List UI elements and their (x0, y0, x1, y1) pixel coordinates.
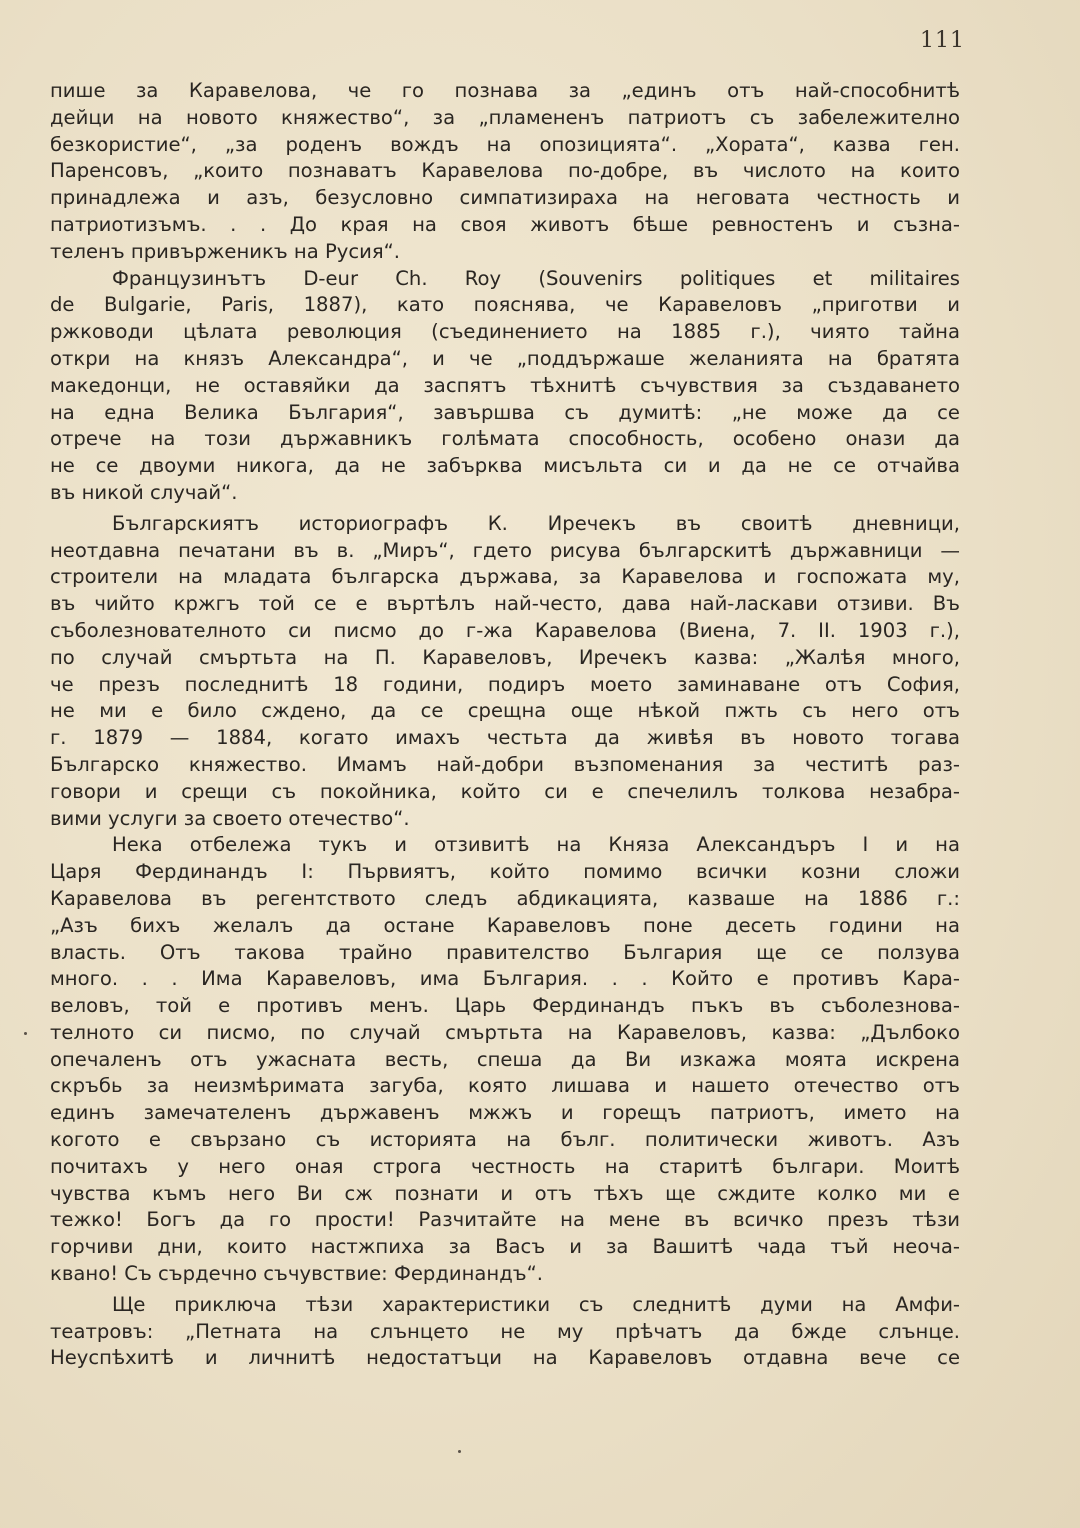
text-line: откри на князъ Александра“, и че „поддържаше желанията на братята (50, 346, 960, 370)
text-line: македонци, не оставяйки да заспятъ тѣхнитѣ съчувствия за създаването (50, 373, 960, 397)
text-line: неотдавна печатани въ в. „Миръ“, гдето рисува българскитѣ държавници — (50, 538, 960, 562)
text-line: de Bulgarie, Paris, 1887), като пояснява, че Каравеловъ „приготви и (50, 293, 960, 317)
paragraph-5 (50, 1292, 960, 1372)
text-line: скръбь за неизмѣримата загуба, която лишава и нашето отечество отъ (50, 1074, 960, 1098)
text-line: Българско княжество. Имамъ най-добри възпоменания за честитѣ раз- (50, 752, 960, 776)
text-line: Нека отбележа тукъ и отзивитѣ на Княза Александъръ I и на (112, 833, 960, 857)
ink-speck (24, 1032, 27, 1035)
body-text (50, 78, 960, 1372)
text-line: не се двоуми никога, да не забърква мисъльта си и да не се отчайва (50, 454, 960, 478)
text-line: Ще приключа тѣзи характеристики съ следнитѣ думи на Амфи- (112, 1292, 960, 1316)
text-line: опечаленъ отъ ужасната весть, спеша да Ви изкажа моята искрена (50, 1047, 960, 1071)
text-line: на една Велика България“, завършва съ думитѣ: „не може да се (50, 400, 960, 424)
text-line: тежко! Богъ да го прости! Разчитайте на мене въ всичко презъ тѣзи (50, 1208, 960, 1232)
text-line: безкористие“, „за роденъ вождъ на опозицията“. „Хората“, казва ген. (50, 132, 960, 156)
text-line: г. 1879 — 1884, когато имахъ честьта да живѣя въ новото тогава (50, 726, 960, 750)
text-line: Каравелова въ регентството следъ абдикацията, казваше на 1886 г.: (50, 886, 960, 910)
text-line: театровъ: „Петната на слънцето не му прѣчатъ да бжде слънце. (50, 1319, 960, 1343)
text-line: въ никой случай“. (50, 480, 238, 504)
text-line: много. . . Има Каравеловъ, има България. . . Който е противъ Кара- (50, 967, 960, 991)
paragraph-4 (50, 832, 960, 1288)
text-line: въ чийто кржгъ той се е въртѣлъ най-често, дава най-ласкави отзиви. Въ (50, 592, 960, 616)
text-line: ржководи цѣлата революция (съединението на 1885 г.), чиято тайна (50, 320, 960, 344)
text-line: единъ замечателенъ държавенъ мжжъ и горещъ патриотъ, името на (50, 1101, 960, 1125)
text-line: веловъ, той е противъ менъ. Царь Фердинандъ пъкъ въ съболезнова- (50, 994, 960, 1018)
text-line: почитахъ у него оная строга честность на старитѣ българи. Моитѣ (50, 1154, 960, 1178)
text-line: съболезнователното си писмо до г-жа Каравелова (Виена, 7. II. 1903 г.), (50, 618, 960, 642)
text-line: Французинътъ D-eur Ch. Roy (Souvenirs politiques et militaires (112, 266, 960, 290)
text-line: по случай смъртьта на П. Каравеловъ, Иречекъ казва: „Жалѣя много, (50, 645, 960, 669)
text-line: теленъ привърженикъ на Русия“. (50, 239, 401, 263)
paragraph-1 (50, 78, 960, 266)
text-line: пише за Каравелова, че го познава за „единъ отъ най-способнитѣ (50, 79, 960, 102)
text-line: когото е свързано съ историята на бълг. политически животъ. Азъ (50, 1128, 960, 1152)
text-line: че презъ последнитѣ 18 години, подиръ моето заминаване отъ София, (50, 672, 960, 696)
text-line: говори и срещи съ покойника, който си е спечелилъ толкова незабра- (50, 779, 960, 803)
text-line: дейци на новото княжество“, за „пламененъ патриотъ съ забележително (50, 105, 960, 129)
page-number: 111 (920, 28, 965, 53)
text-line: вими услуги за своето отечество“. (50, 806, 410, 830)
text-line: квано! Съ сърдечно съчувствие: Фердинандъ“. (50, 1262, 544, 1286)
text-line: власть. Отъ такова трайно правителство България ще се ползува (50, 940, 960, 964)
paragraph-2 (50, 266, 960, 507)
text-line: Неуспѣхитѣ и личнитѣ недостатъци на Каравеловъ отдавна вече се (50, 1346, 960, 1370)
text-line: Царя Фердинандъ I: Първиятъ, който помимо всички козни сложи (50, 860, 960, 884)
text-line: не ми е било сждено, да се срещна още нѣкой пжть съ него отъ (50, 699, 960, 723)
text-line: горчиви дни, които настжпиха за Васъ и за Вашитѣ чада тъй неоча- (50, 1235, 960, 1259)
text-line: телното си писмо, по случай смъртьта на Каравеловъ, казва: „Дълбоко (50, 1020, 960, 1044)
text-line: строители на младата българска държава, за Каравелова и госпожата му, (50, 565, 960, 589)
text-line: Паренсовъ, „които познаватъ Каравелова по-добре, въ числото на които (50, 159, 960, 183)
text-line: Българскиятъ историографъ К. Иречекъ въ своитѣ дневници, (112, 511, 960, 535)
text-line: отрече на този държавникъ голѣмата способность, особено онази да (50, 427, 960, 451)
text-line: „Азъ бихъ желалъ да остане Каравеловъ поне десеть години на (50, 913, 960, 937)
ink-speck (458, 1450, 461, 1453)
text-line: патриотизъмъ. . . До края на своя животъ бѣше ревностенъ и съзна- (50, 212, 960, 236)
paragraph-3 (50, 511, 960, 833)
text-line: чувства къмъ него Ви сж познати и отъ тѣхъ ще сждите колко ми е (50, 1181, 960, 1205)
text-line: принадлежа и азъ, безусловно симпатизираха на неговата честность и (50, 186, 960, 210)
